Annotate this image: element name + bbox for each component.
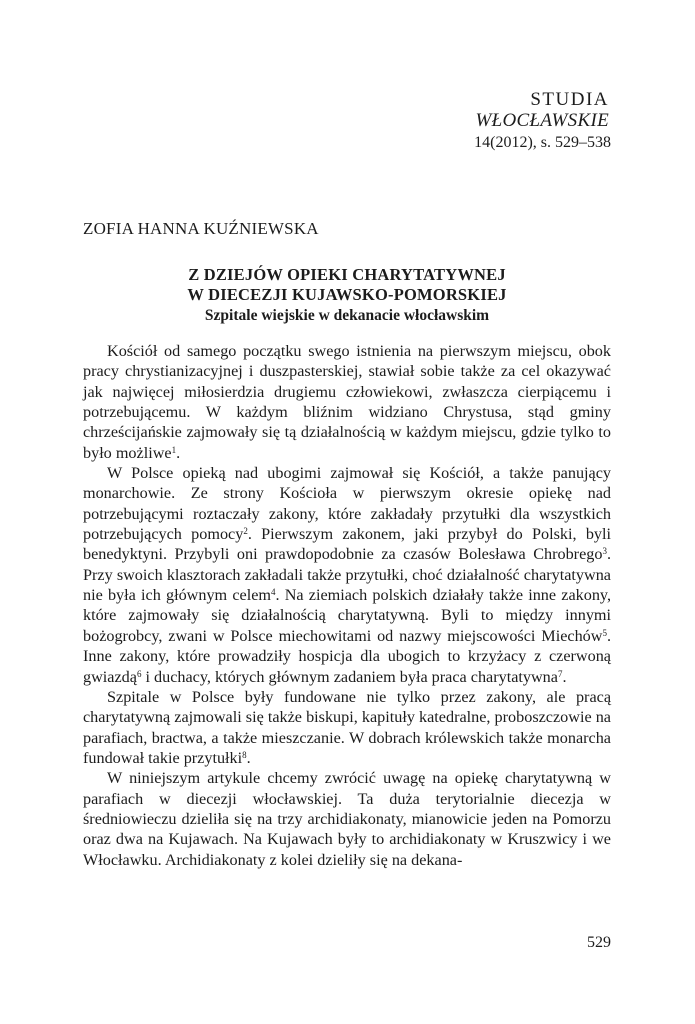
article-title-line-1: Z DZIEJÓW OPIEKI CHARYTATYWNEJ xyxy=(188,265,506,284)
paragraph-text: . xyxy=(176,443,181,462)
article-body xyxy=(83,341,611,870)
paragraph-text: Kościół od samego początku swego istnienia na pierwszym miejscu, obok pracy chrystianizacyjnej i duszpasterskiej, stawiał sobie także za cel okazywać jak najwięcej miłosierdzia drugiemu człowiekowi, zwłaszcza cierpiącemu i potrzebującemu. W każdym bliźnim widziano Chrystusa, stąd gminy chrześcijańskie zajmowały się tą działalnością w każdym miejscu, gdzie tylko to było możliwe xyxy=(83,342,611,462)
journal-citation: 14(2012), s. 529–538 xyxy=(474,134,611,151)
body-paragraph xyxy=(83,341,611,463)
body-paragraph xyxy=(83,768,611,870)
paragraph-text: . xyxy=(562,667,567,686)
article-title-line-2: W DIECEZJI KUJAWSKO-POMORSKIEJ xyxy=(187,285,507,304)
author-name: ZOFIA HANNA KUŹNIEWSKA xyxy=(83,219,319,238)
footnote-marker: 7 xyxy=(557,668,563,679)
journal-logo xyxy=(441,88,611,130)
footnote-marker: 4 xyxy=(270,587,276,598)
paragraph-text: W niniejszym artykule chcemy zwrócić uwagę na opiekę charytatywną w parafiach w diecezji włocławskiej. Ta duża terytorialnie diecezja w średniowieczu dzieliła się na trzy archidiakonaty, mianowicie jeden na Pomorzu oraz dwa na Kujawach. Na Kujawach były to archidiakonaty w Kruszwicy i we Włocławku. Archidiakonaty z kolei dzieliły się na dekana- xyxy=(83,769,611,869)
footnote-marker: 5 xyxy=(602,627,607,638)
footnote-marker: 2 xyxy=(243,526,248,537)
paragraph-text: . Na ziemiach polskich działały także inne zakony, które zajmowały się działalnością charytatywną. Byli to między innymi bożogrobcy, zwani w Polsce miechowitami od nazwy miejscowości Miechów xyxy=(83,586,612,645)
logo-word-wloclawskie: WŁOCŁAWSKIE xyxy=(475,110,609,130)
paragraph-text: W Polsce opieką nad ubogimi zajmował się Kościół, a także panujący monarchowie. Ze strony Kościoła w pierwszym okresie opiekę nad potrzebującymi roztaczały zakony, które zakładały przytułki dla wszystkich potrzebujących pomocy xyxy=(83,464,611,544)
body-paragraph xyxy=(83,463,611,687)
paragraph-text: . xyxy=(246,748,251,767)
footnote-marker: 1 xyxy=(171,444,177,455)
article-subtitle: Szpitale wiejskie w dekanacie włocławskim xyxy=(204,307,490,324)
paragraph-text: . Pierwszym zakonem, jaki przybył do Polski, byli benedyktyni. Przybyli oni prawdopodobnie za czasów Bolesława Chrobrego xyxy=(83,525,611,564)
article-title-block xyxy=(83,265,611,326)
paragraph-text: i duchacy, których głównym zadaniem była praca charytatywna xyxy=(141,667,558,686)
page-number: 529 xyxy=(587,934,611,951)
paragraph-text: . Inne zakony, które prowadziły hospicja dla ubogich to krzyżacy z czerwoną gwiazdą xyxy=(83,626,611,686)
body-paragraph xyxy=(83,687,611,768)
logo-word-studia: STUDIA xyxy=(530,89,609,110)
footnote-marker: 3 xyxy=(602,546,607,557)
footnote-marker: 8 xyxy=(242,749,247,760)
footnote-marker: 6 xyxy=(136,668,142,679)
paragraph-text: . Przy swoich klasztorach zakładali także przytułki, choć działalność charytatywna nie była ich głównym celem xyxy=(83,545,611,605)
paragraph-text: Szpitale w Polsce były fundowane nie tylko przez zakony, ale pracą charytatywną zajmowali się także biskupi, kapituły katedralne, proboszczowie na parafiach, bractwa, a także mieszczanie. W dobrach królewskich także monarcha fundował takie przytułki xyxy=(83,687,611,767)
